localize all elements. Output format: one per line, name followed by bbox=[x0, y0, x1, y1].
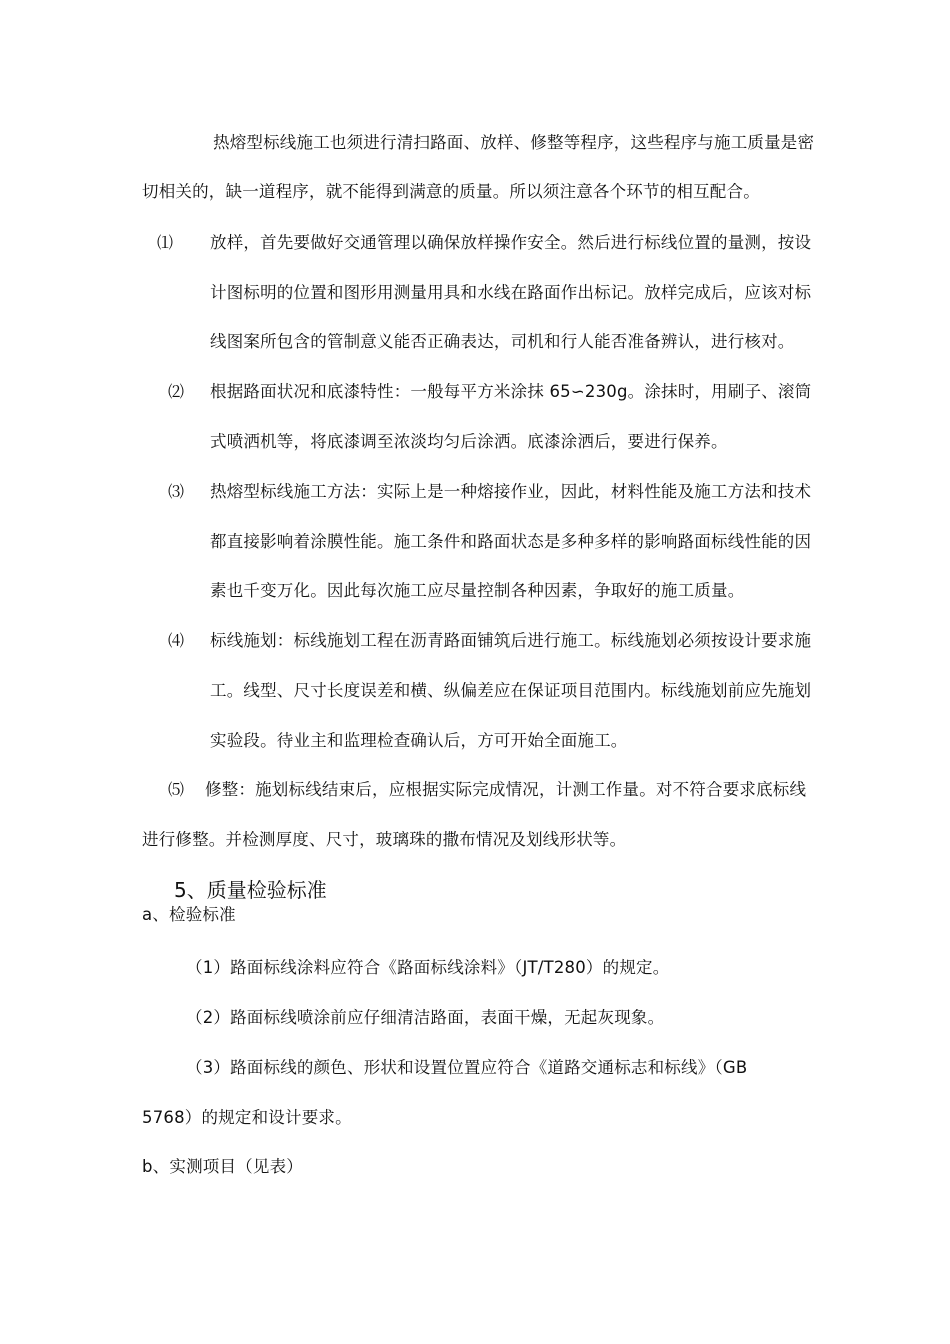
intro-paragraph-line: 切相关的，缺一道程序，就不能得到满意的质量。所以须注意各个环节的相互配合。 bbox=[142, 182, 760, 201]
standard-item: （2）路面标线喷涂前应仔细清洁路面，表面干燥，无起灰现象。 bbox=[186, 1008, 665, 1027]
list-item-number: ⑶ bbox=[168, 482, 185, 501]
list-item-number: ⑸ bbox=[168, 780, 185, 799]
list-item-line: 进行修整。并检测厚度、尺寸，玻璃珠的撒布情况及划线形状等。 bbox=[142, 830, 627, 849]
intro-paragraph-line: 热熔型标线施工也须进行清扫路面、放样、修整等程序，这些程序与施工质量是密 bbox=[213, 133, 815, 152]
list-item-line: 式喷洒机等，将底漆调至浓淡均匀后涂洒。底漆涂洒后，要进行保养。 bbox=[210, 432, 728, 451]
list-item-line: 根据路面状况和底漆特性：一般每平方米涂抹 65∽230g。涂抹时，用刷子、滚筒 bbox=[210, 382, 812, 401]
list-item-line: 热熔型标线施工方法：实际上是一种熔接作业，因此，材料性能及施工方法和技术 bbox=[210, 482, 812, 501]
standard-item: （3）路面标线的颜色、形状和设置位置应符合《道路交通标志和标线》（GB bbox=[186, 1058, 748, 1077]
subsection-title: a、检验标准 bbox=[142, 905, 236, 924]
subsection-title: b、实测项目（见表） bbox=[142, 1157, 303, 1176]
list-item-line: 素也千变万化。因此每次施工应尽量控制各种因素，争取好的施工质量。 bbox=[210, 581, 745, 600]
list-item-line: 修整：施划标线结束后，应根据实际完成情况，计测工作量。对不符合要求底标线 bbox=[205, 780, 807, 799]
section-heading: 5、质量检验标准 bbox=[174, 878, 327, 902]
list-item-line: 计图标明的位置和图形用测量用具和水线在路面作出标记。放样完成后，应该对标 bbox=[210, 283, 812, 302]
standard-item: 5768）的规定和设计要求。 bbox=[142, 1108, 352, 1127]
list-item-line: 标线施划：标线施划工程在沥青路面铺筑后进行施工。标线施划必须按设计要求施 bbox=[210, 631, 812, 650]
list-item-number: ⑷ bbox=[168, 631, 185, 650]
list-item-line: 实验段。待业主和监理检查确认后，方可开始全面施工。 bbox=[210, 731, 628, 750]
list-item-line: 线图案所包含的管制意义能否正确表达，司机和行人能否准备辨认，进行核对。 bbox=[210, 332, 795, 351]
list-item-line: 都直接影响着涂膜性能。施工条件和路面状态是多种多样的影响路面标线性能的因 bbox=[210, 532, 812, 551]
list-item-number: ⑴ bbox=[157, 233, 174, 252]
list-item-number: ⑵ bbox=[168, 382, 185, 401]
list-item-line: 放样，首先要做好交通管理以确保放样操作安全。然后进行标线位置的量测，按设 bbox=[210, 233, 812, 252]
standard-item: （1）路面标线涂料应符合《路面标线涂料》（JT/T280）的规定。 bbox=[186, 958, 670, 977]
list-item-line: 工。线型、尺寸长度误差和横、纵偏差应在保证项目范围内。标线施划前应先施划 bbox=[210, 681, 812, 700]
